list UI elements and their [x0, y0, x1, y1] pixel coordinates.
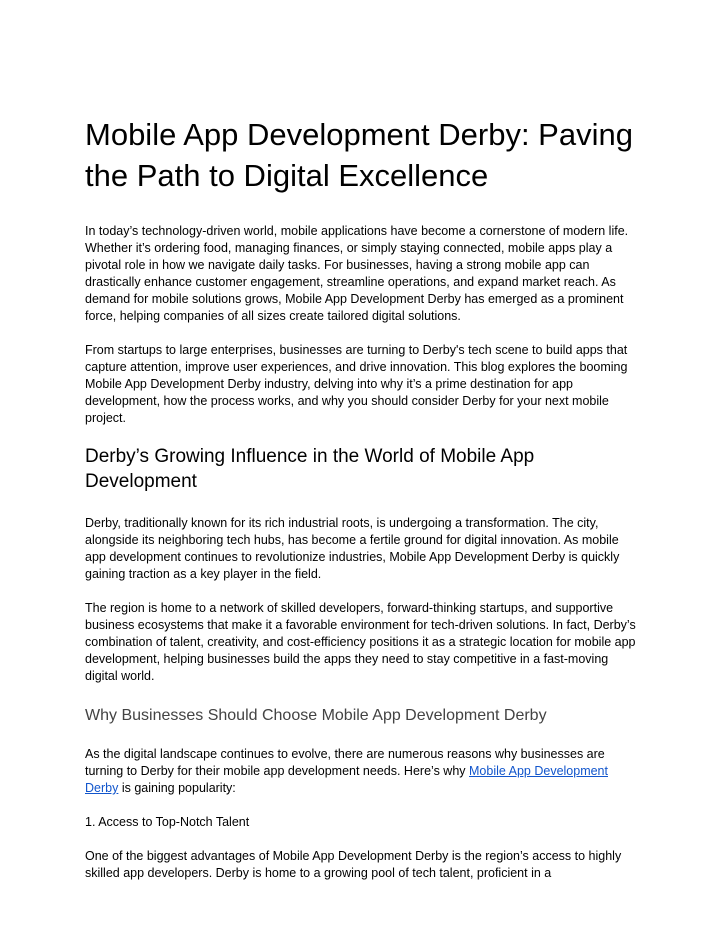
- intro-paragraph-2: From startups to large enterprises, businesses are turning to Derby's tech scene to build apps that capture attention, improve user experiences, and drive innovation. This blog explores the booming Mobile App Development Derby industry, delving into why it’s a prime destination for app development, how the process works, and why you should consider Derby for your next mobile project.: [85, 343, 628, 425]
- talent-paragraph: One of the biggest advantages of Mobile App Development Derby is the region’s access to highly skilled app developers. Derby is home to a growing pool of tech talent, proficient in a: [85, 849, 622, 880]
- section-heading-derby-influence: Derby’s Growing Influence in the World of Mobile App Development: [85, 446, 535, 492]
- section1-paragraph-1: Derby, traditionally known for its rich industrial roots, is undergoing a transformation. The city, alongside its neighboring tech hubs, has become a fertile ground for digital innovation. As mobile app development continues to revolutionize industries, Mobile App Development Derby is quickly gaining traction as a key player in the field.: [85, 516, 620, 581]
- section2-paragraph-1: [85, 746, 638, 797]
- section2-text-after-link: is gaining popularity:: [118, 781, 236, 795]
- mobile-app-development-derby-link[interactable]: Mobile App Development Derby: [85, 764, 608, 795]
- document-title: Mobile App Development Derby: Paving the Path to Digital Excellence: [85, 117, 633, 193]
- intro-paragraph-1: In today’s technology-driven world, mobile applications have become a cornerstone of modern life. Whether it’s ordering food, managing finances, or simply staying connected, mobile apps play a pivotal role in how we navigate daily tasks. For businesses, having a strong mobile app can drastically enhance customer engagement, streamline operations, and expand market reach. As demand for mobile solutions grows, Mobile App Development Derby has emerged as a prominent force, helping companies of all sizes create tailored digital solutions.: [85, 224, 629, 323]
- section-heading-why-choose: Why Businesses Should Choose Mobile App Development Derby: [85, 707, 547, 724]
- list-item-access-to-talent: 1. Access to Top-Notch Talent: [85, 815, 250, 829]
- section2-text-before-link: As the digital landscape continues to evolve, there are numerous reasons why businesses are turning to Derby for their mobile app development needs. Here’s why: [85, 747, 605, 778]
- section1-paragraph-2: The region is home to a network of skilled developers, forward-thinking startups, and supportive business ecosystems that make it a favorable environment for tech-driven solutions. In fact, Derby’s combination of talent, creativity, and cost-efficiency positions it as a strategic location for mobile app development, helping businesses build the apps they need to stay competitive in a fast-moving digital world.: [85, 601, 636, 683]
